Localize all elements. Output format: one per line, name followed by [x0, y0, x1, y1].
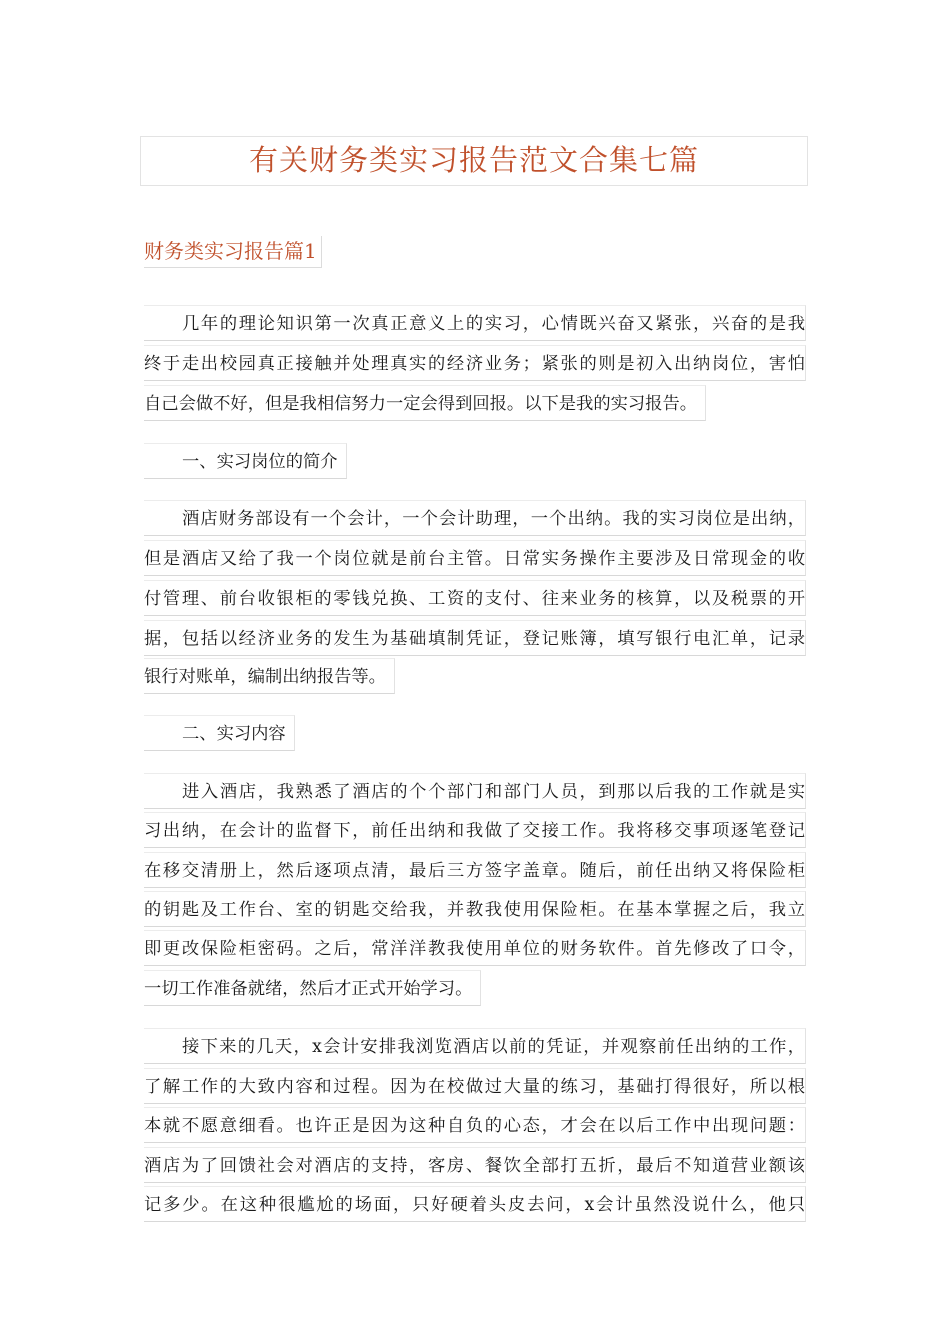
paragraph-line: 几年的理论知识第一次真正意义上的实习，心情既兴奋又紧张，兴奋的是我 — [144, 305, 806, 341]
paragraph-line: 记多少。在这种很尴尬的场面，只好硬着头皮去问，x会计虽然没说什么，他只 — [144, 1186, 806, 1222]
subheading: 一、实习岗位的简介 — [144, 443, 347, 479]
paragraph-line: 自己会做不好，但是我相信努力一定会得到回报。以下是我的实习报告。 — [144, 385, 706, 421]
paragraph-line: 酒店财务部设有一个会计，一个会计助理，一个出纳。我的实习岗位是出纳， — [144, 500, 806, 536]
document-title: 有关财务类实习报告范文合集七篇 — [248, 143, 699, 177]
title-box — [140, 136, 808, 186]
subheading: 二、实习内容 — [144, 715, 295, 751]
paragraph-line: 但是酒店又给了我一个岗位就是前台主管。日常实务操作主要涉及日常现金的收 — [144, 540, 806, 576]
paragraph-line: 付管理、前台收银柜的零钱兑换、工资的支付、往来业务的核算，以及税票的开 — [144, 580, 806, 616]
paragraph-line: 本就不愿意细看。也许正是因为这种自负的心态，才会在以后工作中出现问题： — [144, 1107, 806, 1143]
paragraph-line: 习出纳，在会计的监督下，前任出纳和我做了交接工作。我将移交事项逐笔登记 — [144, 812, 806, 848]
paragraph-line: 酒店为了回馈社会对酒店的支持，客房、餐饮全部打五折，最后不知道营业额该 — [144, 1147, 806, 1183]
section-heading: 财务类实习报告篇1 — [144, 236, 322, 268]
paragraph-line: 终于走出校园真正接触并处理真实的经济业务；紧张的则是初入出纳岗位，害怕 — [144, 345, 806, 381]
paragraph-line: 一切工作准备就绪，然后才正式开始学习。 — [144, 970, 481, 1006]
paragraph-line: 在移交清册上，然后逐项点清，最后三方签字盖章。随后，前任出纳又将保险柜 — [144, 852, 806, 888]
paragraph-line: 银行对账单，编制出纳报告等。 — [144, 658, 395, 694]
paragraph-line: 进入酒店，我熟悉了酒店的个个部门和部门人员，到那以后我的工作就是实 — [144, 773, 806, 809]
paragraph-line: 的钥匙及工作台、室的钥匙交给我，并教我使用保险柜。在基本掌握之后，我立 — [144, 891, 806, 927]
paragraph-line: 了解工作的大致内容和过程。因为在校做过大量的练习，基础打得很好，所以根 — [144, 1068, 806, 1104]
paragraph-line: 接下来的几天，x会计安排我浏览酒店以前的凭证，并观察前任出纳的工作， — [144, 1028, 806, 1064]
paragraph-line: 即更改保险柜密码。之后，常洋洋教我使用单位的财务软件。首先修改了口令， — [144, 930, 806, 966]
paragraph-line: 据，包括以经济业务的发生为基础填制凭证，登记账簿，填写银行电汇单，记录 — [144, 620, 806, 656]
